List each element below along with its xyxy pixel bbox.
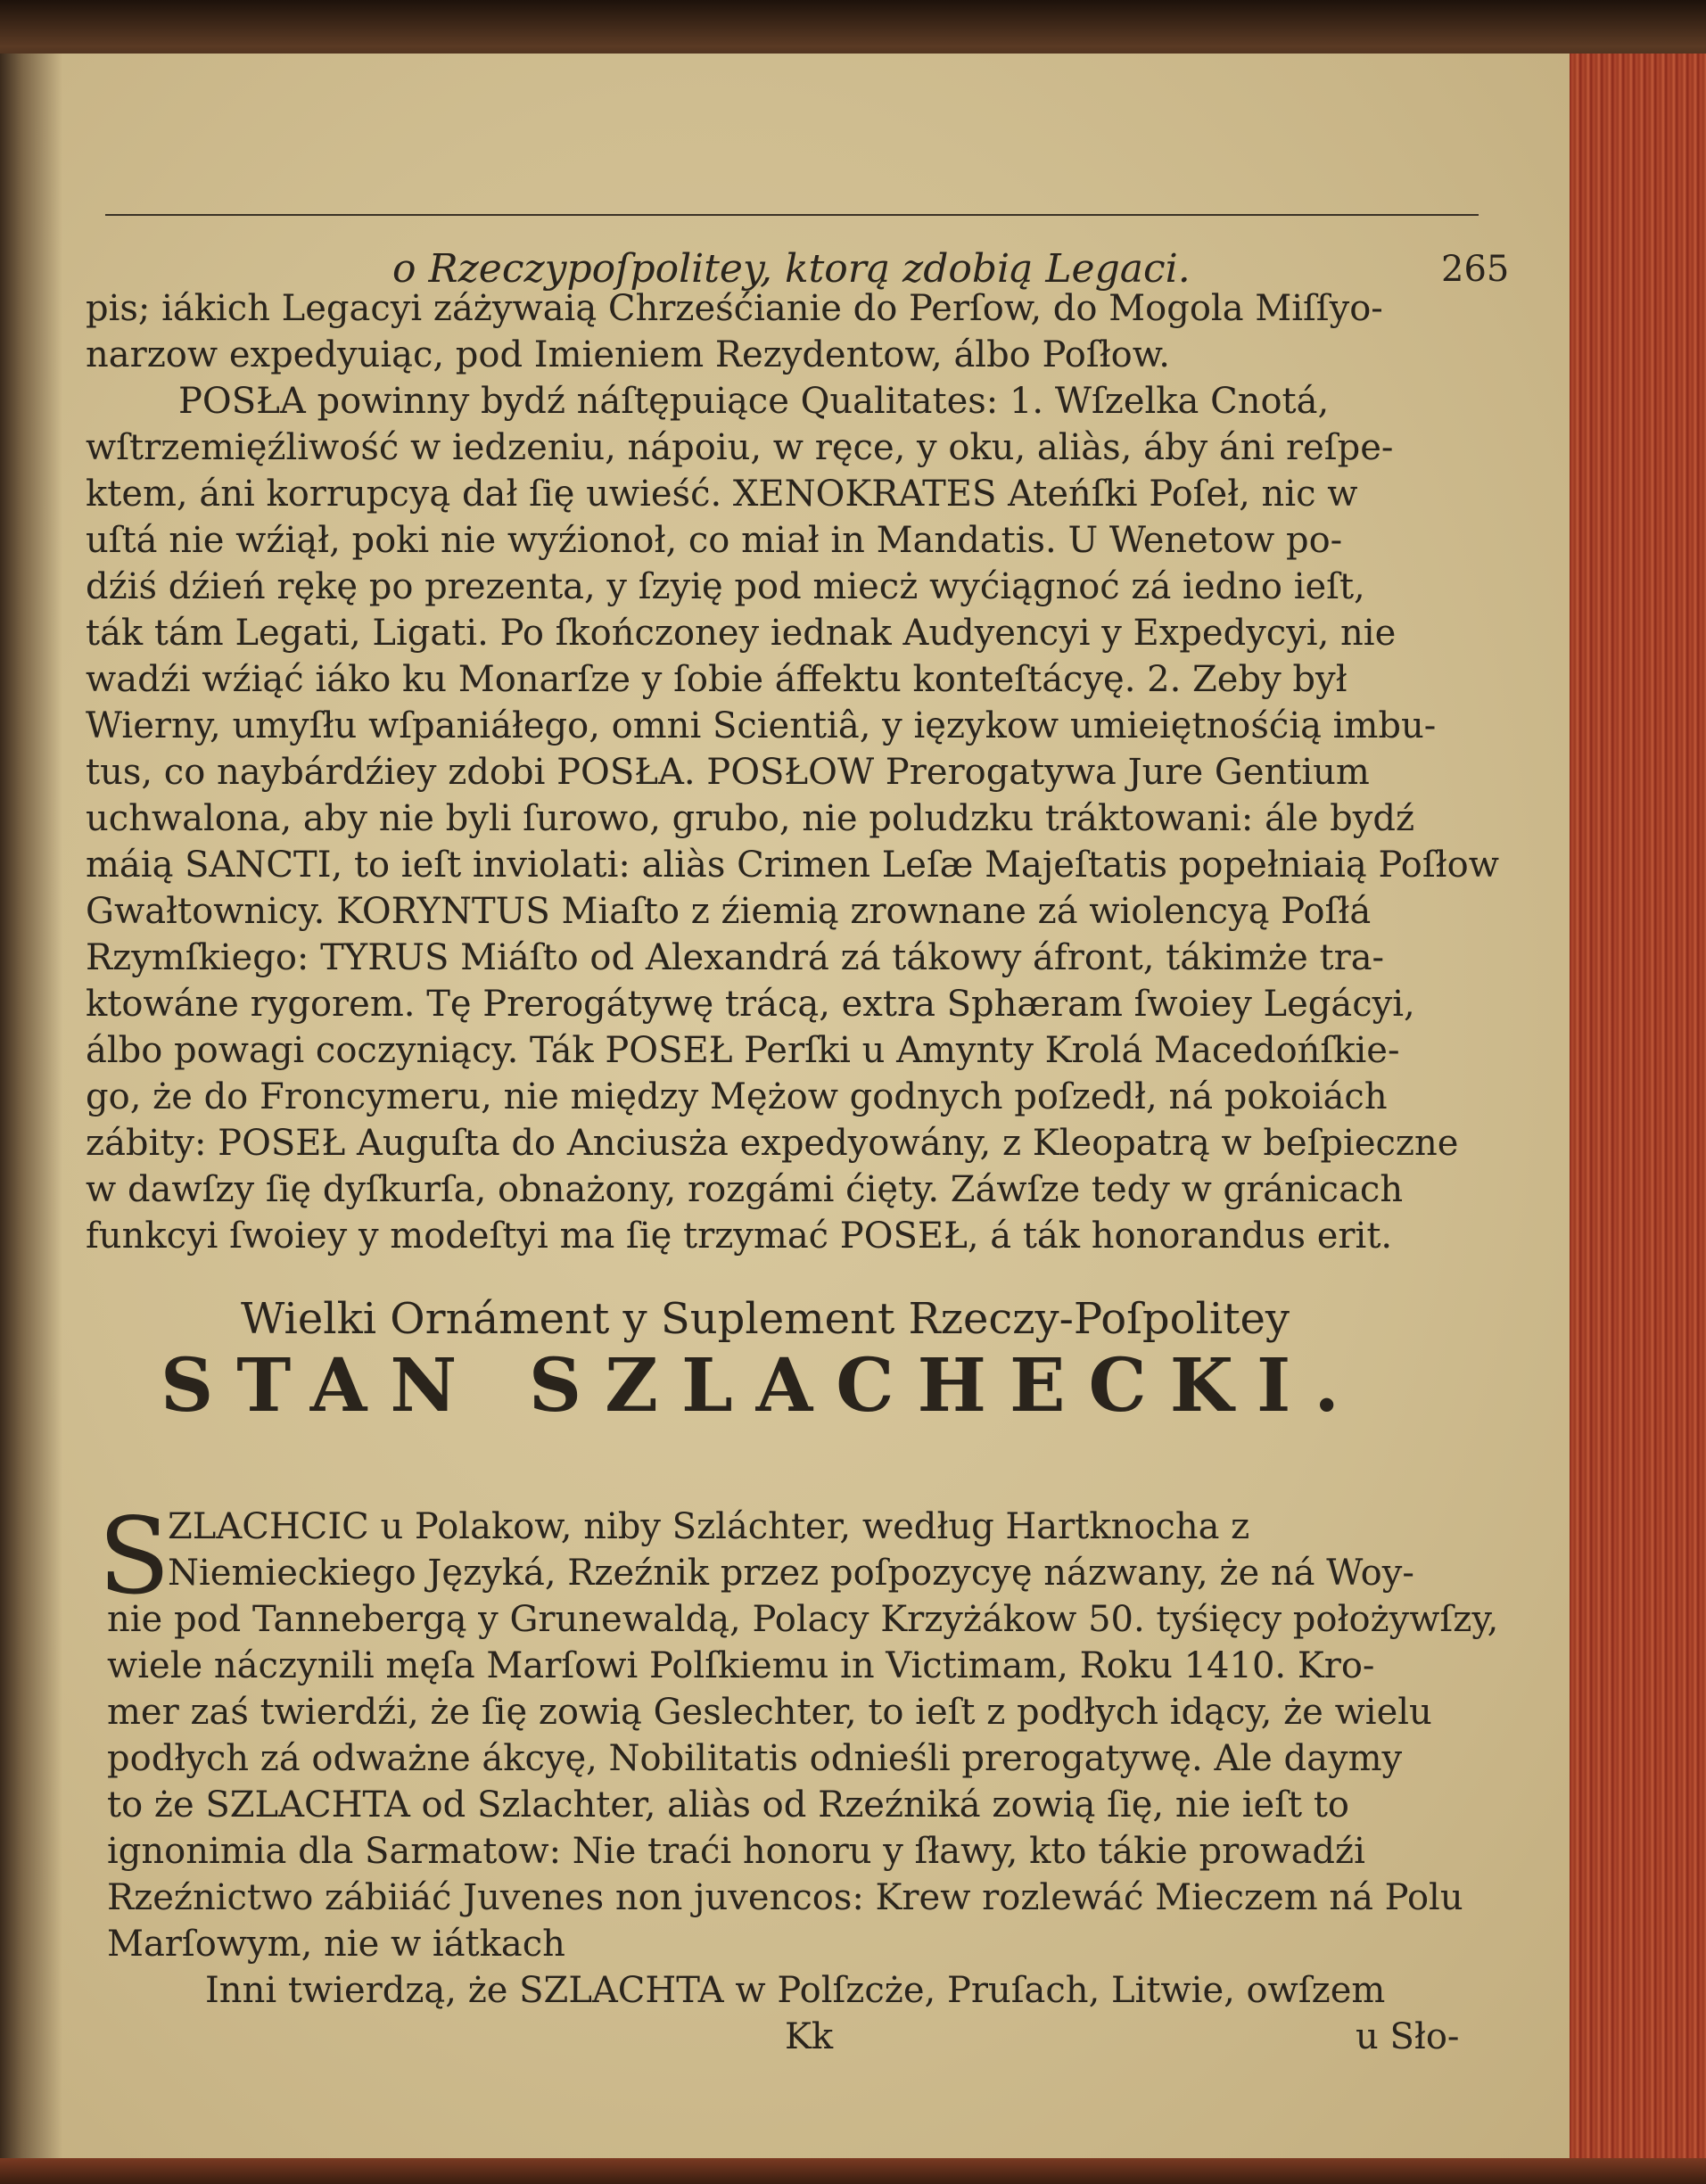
text-line: pis; iákich Legacyi záżywaią Chrześćianie do Perſow, do Mogola Miſſyo- (86, 288, 1383, 329)
page-text (0, 54, 1578, 2167)
text-line: wiele náczynili męſa Marſowi Polſkiemu in Victimam, Roku 1410. Kro- (107, 1645, 1375, 1686)
catchword: u Sło- (1356, 2016, 1460, 2057)
text-line: podłych zá odważne ákcyę, Nobilitatis odnieśli prerogatywę. Ale daymy (107, 1738, 1403, 1779)
text-line: Marſowym, nie w iátkach (107, 1924, 565, 1965)
text-line: álbo powagi coczyniący. Ták POSEŁ Perſki u Amynty Krolá Macedońſkie- (86, 1030, 1400, 1071)
text-line: ZLACHCIC u Polakow, niby Szláchter, według Hartknocha z (168, 1506, 1250, 1547)
book-page (0, 54, 1578, 2167)
drop-cap: S (98, 1495, 170, 1618)
book-bottom-edge (0, 2158, 1706, 2184)
text-line: tus, co naybárdźiey zdobi POSŁA. POSŁOW Prerogatywa Jure Gentium (86, 752, 1370, 793)
text-line: w dawſzy ſię dyſkurſa, obnażony, rozgámi ćięty. Záwſze tedy w gránicach (86, 1169, 1404, 1210)
signature-mark: Kk (785, 2016, 834, 2057)
text-line: uchwalona, aby nie byli ſurowo, grubo, nie poludzku tráktowani: ále bydź (86, 798, 1415, 839)
text-line: ktem, áni korrupcyą dał ſię uwieść. XENOKRATES Ateńſki Poſeł, nic w (86, 474, 1358, 515)
text-line: ták tám Legati, Ligati. Po ſkończoney iednak Audyencyi y Expedycyi, nie (86, 613, 1397, 654)
text-line: wſtrzemięźliwość w iedzeniu, nápoiu, w ręce, y oku, aliàs, áby áni reſpe- (86, 427, 1394, 468)
text-line: go, że do Froncymeru, nie między Mężow godnych poſzedł, ná pokoiách (86, 1076, 1388, 1117)
text-line: zábity: POSEŁ Auguſta do Anciusża expedyowány, z Kleopatrą w beſpieczne (86, 1123, 1459, 1164)
text-line: ignonimia dla Sarmatow: Nie traći honoru y ſławy, kto tákie prowadźi (107, 1831, 1365, 1872)
text-line: Rzymſkiego: TYRUS Miáſto od Alexandrá zá tákowy áfront, tákimże tra- (86, 937, 1385, 978)
book-fore-edge (1570, 54, 1706, 2184)
text-line: funkcyi ſwoiey y modeſtyi ma ſię trzymać POSEŁ, á ták honorandus erit. (86, 1216, 1393, 1257)
text-line: wadźi wźiąć iáko ku Monarſze y ſobie áffektu konteſtácyę. 2. Zeby był (86, 659, 1347, 700)
text-line: Wierny, umyſłu wſpaniáłego, omni Scientiâ, y ięzykow umieiętnośćią imbu- (86, 705, 1437, 746)
text-line: Rzeźnictwo zábiiáć Juvenes non juvencos: Krew rozlewáć Mieczem ná Polu (107, 1877, 1463, 1918)
page-number: 265 (1441, 249, 1510, 290)
text-line: to że SZLACHTA od Szlachter, aliàs od Rzeźniká zowią ſię, nie ieſt to (107, 1784, 1349, 1825)
text-line: narzow expedyuiąc, pod Imieniem Rezydentow, álbo Poſłow. (86, 334, 1170, 375)
text-line: Inni twierdzą, że SZLACHTA w Polſzcże, Pruſach, Litwie, owſzem (205, 1970, 1386, 2011)
text-line: máią SANCTI, to ieſt inviolati: aliàs Crimen Leſæ Majeſtatis popełniaią Poſłow (86, 845, 1499, 886)
book-gutter (0, 54, 62, 2167)
text-line: POSŁA powinny bydź náſtępuiące Qualitates: 1. Wſzelka Cnotá, (178, 381, 1330, 422)
text-line: Niemieckiego Języká, Rzeźnik przez poſpozycyę názwany, że ná Woy- (168, 1553, 1414, 1594)
section-subheading: Wielki Ornáment y Suplement Rzeczy-Poſpolitey (241, 1294, 1290, 1344)
text-line: uſtá nie wźiął, poki nie wyźionoł, co miał in Mandatis. U Wenetow po- (86, 520, 1343, 561)
text-line: ktowáne rygorem. Tę Prerogátywę trácą, extra Sphæram ſwoiey Legácyi, (86, 984, 1415, 1025)
text-line: nie pod Tannebergą y Grunewaldą, Polacy Krzyżákow 50. tyśięcy położywſzy, (107, 1599, 1499, 1640)
text-line: dźiś dźień rękę po prezenta, y ſzyię pod miecż wyćiągnoć zá iedno ieſt, (86, 566, 1365, 607)
text-line: mer zaś twierdźi, że ſię zowią Geslechter, to ieſt z podłych idący, że wielu (107, 1692, 1432, 1733)
section-heading: STAN SZLACHECKI. (161, 1343, 1363, 1429)
header-rule (105, 214, 1479, 216)
running-head: o Rzeczypoſpolitey, ktorą zdobią Legaci. (392, 246, 1191, 292)
text-line: Gwałtownicy. KORYNTUS Miaſto z źiemią zrownane zá wiolencyą Poſłá (86, 891, 1372, 932)
